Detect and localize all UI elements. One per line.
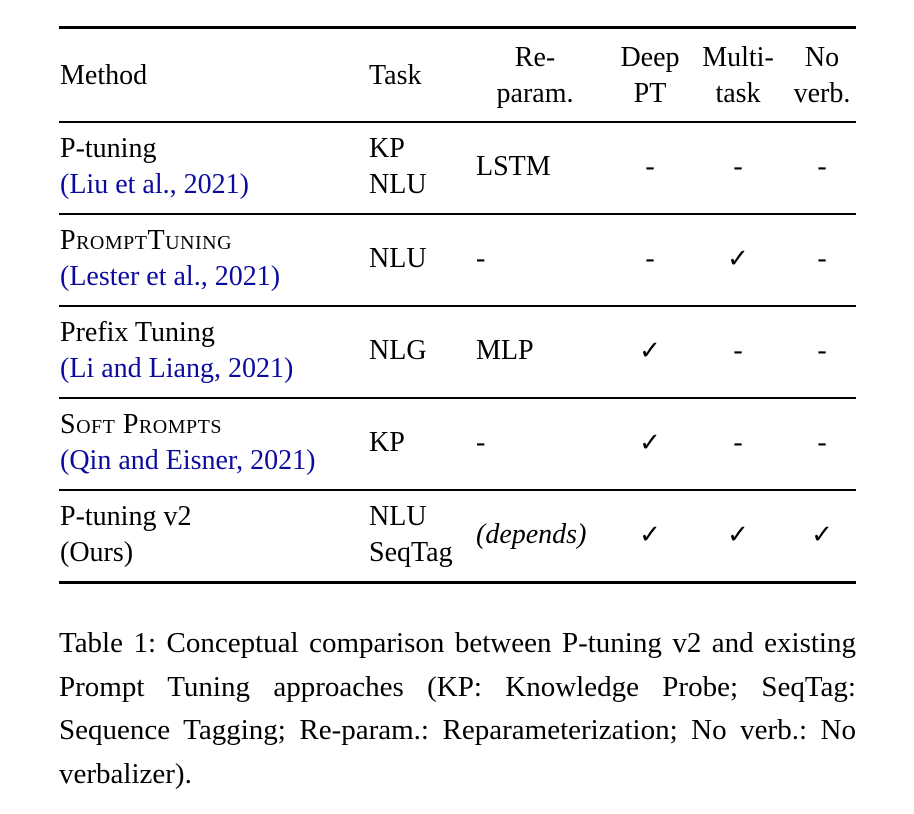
header-deep-pt-line1: Deep — [620, 42, 680, 73]
deep-pt-cell: - — [645, 243, 655, 274]
reparam-cell: MLP — [476, 335, 534, 366]
header-no-verb-line2: verb. — [793, 78, 851, 109]
citation-link[interactable]: (Lester et al., 2021) — [60, 261, 281, 292]
reparam-cell: (depends) — [476, 519, 587, 550]
row-separator — [59, 305, 856, 307]
no-verb-cell: - — [817, 335, 827, 366]
header-no-verb-line1: No — [804, 42, 840, 73]
reparam-cell: LSTM — [476, 151, 551, 182]
method-name: PromptTuning — [60, 225, 233, 256]
table-caption: Table 1: Conceptual comparison between P-tuning v2 and existing Prompt Tuning approaches (KP: Knowledge Probe; SeqTag: Sequence Tagging; Re-param.: Reparameterization; No verb.: No verbalizer). — [59, 627, 856, 790]
no-verb-check-icon: ✓ — [811, 520, 833, 550]
task-cell: NLU — [369, 243, 427, 274]
task-cell: KP — [369, 133, 405, 164]
row-separator — [59, 213, 856, 215]
multitask-cell: - — [733, 335, 743, 366]
method-note: (Ours) — [60, 537, 134, 568]
citation-link[interactable]: (Li and Liang, 2021) — [60, 353, 294, 384]
header-reparam-line1: Re- — [514, 42, 556, 73]
header-task: Task — [369, 60, 422, 91]
row-separator — [59, 489, 856, 491]
task-cell: KP — [369, 427, 405, 458]
task-cell: NLU — [369, 501, 427, 532]
header-multitask-line1: Multi- — [702, 42, 774, 73]
multitask-check-icon: ✓ — [727, 244, 749, 274]
deep-pt-check-icon: ✓ — [639, 428, 661, 458]
no-verb-cell: - — [817, 427, 827, 458]
no-verb-cell: - — [817, 243, 827, 274]
no-verb-cell: - — [817, 151, 827, 182]
reparam-cell: - — [476, 427, 486, 458]
citation-link[interactable]: (Qin and Eisner, 2021) — [60, 445, 316, 476]
citation-link[interactable]: (Liu et al., 2021) — [60, 169, 249, 200]
multitask-cell: - — [733, 427, 743, 458]
deep-pt-check-icon: ✓ — [639, 336, 661, 366]
deep-pt-check-icon: ✓ — [639, 520, 661, 550]
header-method: Method — [60, 60, 148, 91]
reparam-cell: - — [476, 243, 486, 274]
method-name: Prefix Tuning — [60, 317, 215, 348]
task-cell: NLU — [369, 169, 427, 200]
method-name: Soft Prompts — [60, 409, 222, 440]
multitask-cell: - — [733, 151, 743, 182]
header-multitask-line2: task — [715, 78, 761, 109]
method-name: P-tuning v2 — [60, 501, 192, 532]
method-name: P-tuning — [60, 133, 157, 164]
task-cell: NLG — [369, 335, 427, 366]
table-bottom-rule — [59, 581, 856, 584]
table-header-rule — [59, 121, 856, 123]
row-separator — [59, 397, 856, 399]
multitask-check-icon: ✓ — [727, 520, 749, 550]
table-top-rule — [59, 26, 856, 29]
deep-pt-cell: - — [645, 151, 655, 182]
header-reparam-line2: param. — [496, 78, 574, 109]
header-deep-pt-line2: PT — [633, 78, 667, 109]
task-cell: SeqTag — [369, 537, 453, 568]
